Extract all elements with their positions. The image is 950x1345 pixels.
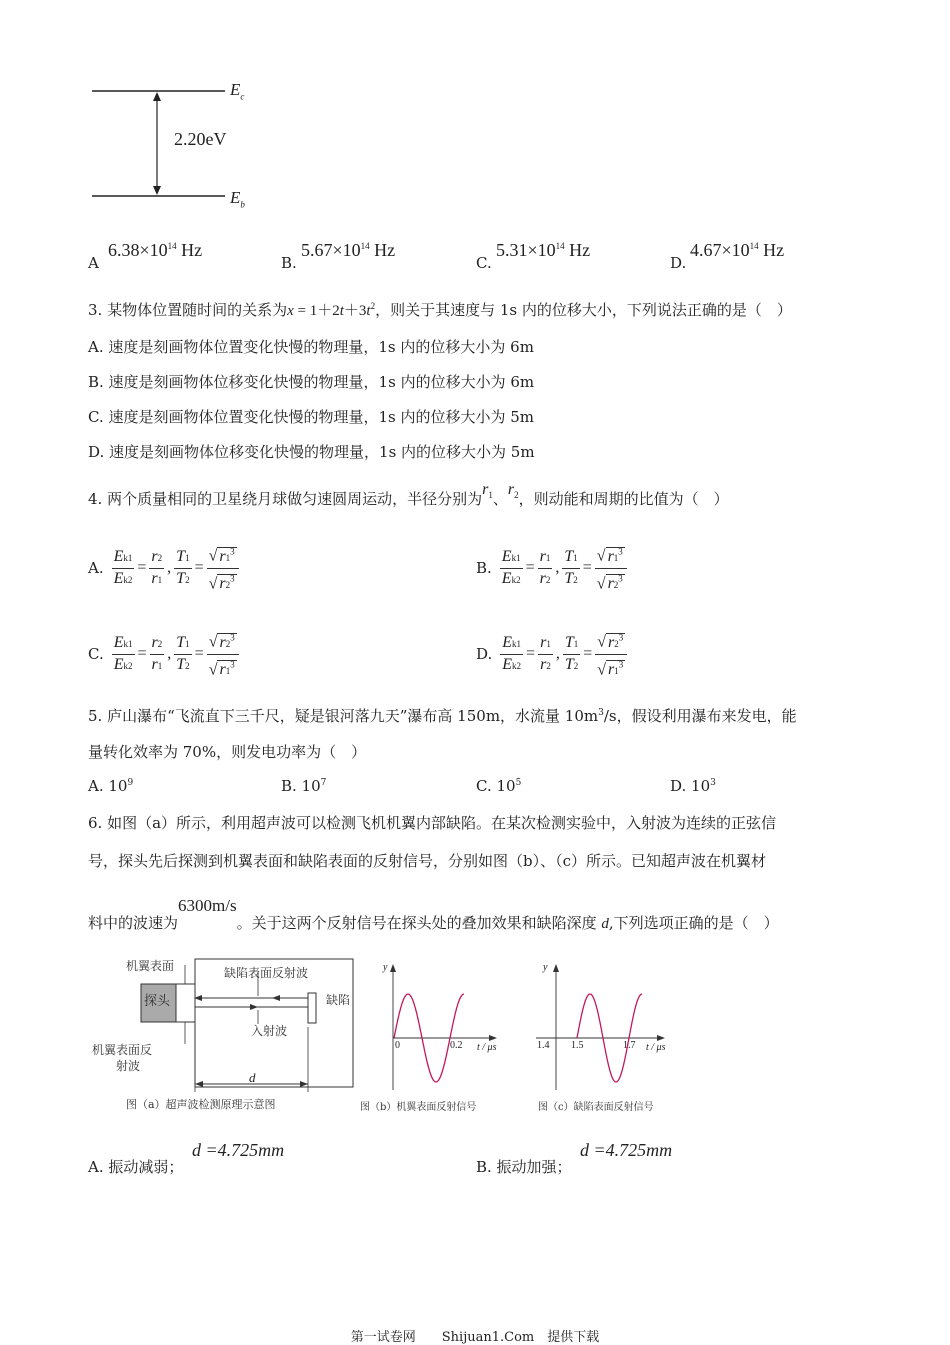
q5-option-b[interactable]: B. $10^7$ xyxy=(281,777,327,795)
energy-gap-label: 2.20eV xyxy=(174,129,227,149)
label-wing-surface: 机翼表面 xyxy=(126,959,175,973)
q4-option-d[interactable]: D. $\frac{Ek1}{Ek2}$ = $\frac{r1}{r2}$ , $\frac{T1}{T2}$ = $\frac{√ r2^3}{√ r1^3}$ xyxy=(476,622,627,686)
q2-option-c[interactable]: C. $5.31\times 10^{14}$ Hz xyxy=(476,240,591,272)
figure-c-caption: 图（c）缺陷表面反射信号 xyxy=(538,1102,654,1113)
q6-stem-line1: 6. 如图（a）所示，利用超声波可以检测飞机机翼内部缺陷。在某次检测实验中，入射波为连续的正弦信 xyxy=(88,814,777,832)
fig-c-t2: 1.7 xyxy=(623,1040,636,1051)
q6-stem-line2: 号，探头先后探测到机翼表面和缺陷表面的反射信号，分别如图（b）、（c）所示。已知超声波在机翼材 xyxy=(88,852,767,870)
fig-c-t1: 1.5 xyxy=(571,1040,584,1051)
q2-option-a[interactable]: A $6.38\times 10^{14}$ Hz xyxy=(88,240,203,272)
q5-option-c[interactable]: C. $10^5$ xyxy=(476,777,522,795)
fig-b-t0: 0 xyxy=(395,1040,400,1051)
upper-level-label: $E_c$ xyxy=(230,80,245,102)
label-depth-d: d xyxy=(249,1070,256,1085)
fig-c-t-label: t / μs xyxy=(646,1042,666,1053)
q3-option-c[interactable]: C. 速度是刻画物体位置变化快慢的物理量，1s 内的位移大小为 5m xyxy=(88,408,535,426)
fig-b-t-label: t / μs xyxy=(477,1042,497,1053)
q5-option-a[interactable]: A. $10^9$ xyxy=(88,777,134,795)
q4-option-b[interactable]: B. $\frac{Ek1}{Ek2}$ = $\frac{r1}{r2}$ , $\frac{T1}{T2}$ = $\frac{√ r1^3}{√ r2^3}$ xyxy=(476,536,627,600)
q3-formula: x xyxy=(287,303,294,319)
label-defect-wave: 缺陷表面反射波 xyxy=(224,966,309,980)
lower-level-label: $E_b$ xyxy=(230,188,245,210)
q4-stem: 4. 两个质量相同的卫星绕月球做匀速圆周运动，半径分别为$r_1$、$r_2$，则动能和周期的比值为（ ） xyxy=(88,481,729,508)
fig-c-y-label: y xyxy=(543,962,548,973)
wave-speed: 6300m/s xyxy=(178,896,237,915)
figure-a-caption: 图（a）超声波检测原理示意图 xyxy=(126,1098,276,1111)
q3-option-a[interactable]: A. 速度是刻画物体位置变化快慢的物理量，1s 内的位移大小为 6m xyxy=(88,338,534,356)
q3-stem: 3. 某物体位置随时间的关系为$x = 1+2t+3t^2$，则关于其速度与 1s 内的位移大小，下列说法正确的是（ ） xyxy=(88,301,792,319)
q4-option-c[interactable]: C. $\frac{Ek1}{Ek2}$ = $\frac{r2}{r1}$ , $\frac{T1}{T2}$ = $\frac{√ r2^3}{√ r1^3}$ xyxy=(88,622,239,686)
label-defect: 缺陷 xyxy=(326,993,351,1007)
label-probe: 探头 xyxy=(144,994,171,1009)
label-surface-wave-2: 射波 xyxy=(116,1059,141,1073)
figure-c-signal xyxy=(536,958,676,1098)
footer: 第一试卷网 Shijuan1.Com 提供下载 xyxy=(350,1330,600,1345)
q3-option-b[interactable]: B. 速度是刻画物体位移变化快慢的物理量，1s 内的位移大小为 6m xyxy=(88,373,535,391)
q4-option-a[interactable]: A. $\frac{Ek1}{Ek2}$ = $\frac{r2}{r1}$ , $\frac{T1}{T2}$ = $\frac{√ r1^3}{√ r2^3}$ xyxy=(88,536,239,600)
q3-option-d[interactable]: D. 速度是刻画物体位移变化快慢的物理量，1s 内的位移大小为 5m xyxy=(88,443,535,461)
label-surface-wave-1: 机翼表面反 xyxy=(92,1043,153,1057)
q2-option-d[interactable]: D. $4.67\times 10^{14}$ Hz xyxy=(670,240,785,272)
figure-b-caption: 图（b）机翼表面反射信号 xyxy=(360,1102,477,1113)
fig-c-t0: 1.4 xyxy=(537,1040,550,1051)
figure-b-signal xyxy=(378,958,508,1098)
label-incident-wave: 入射波 xyxy=(251,1024,288,1038)
fig-b-y-label: y xyxy=(383,962,388,973)
q5-stem-line1: 5. 庐山瀑布“飞流直下三千尺，疑是银河落九天”瀑布高 150m，水流量 $10m^3/s$，假设利用瀑布来发电，能 xyxy=(88,707,797,725)
q5-stem-line2: 量转化效率为 70%，则发电功率为（ ） xyxy=(88,743,367,761)
q2-option-b[interactable]: B. $5.67\times 10^{14}$ Hz xyxy=(281,240,396,272)
q6-stem-line3: 料中的波速为6300m/s。关于这两个反射信号在探头处的叠加效果和缺陷深度 d,下列选项正确的是（ ） xyxy=(88,896,779,932)
q5-option-d[interactable]: D. $10^3$ xyxy=(670,777,716,795)
fig-b-t1: 0.2 xyxy=(450,1040,463,1051)
